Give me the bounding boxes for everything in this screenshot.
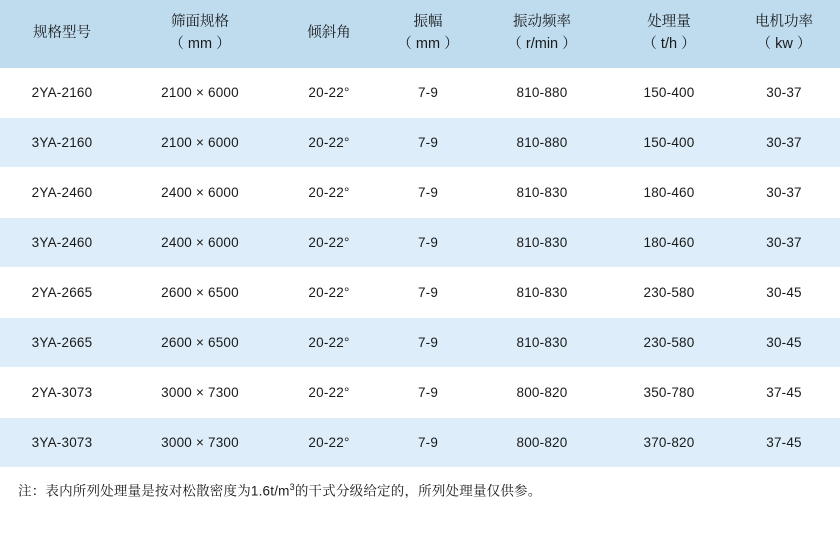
cell-frequency: 800-820 [474,367,610,417]
table-row [0,367,840,417]
cell-incline-angle: 20-22° [276,417,382,467]
cell-frequency: 810-830 [474,167,610,217]
column-header-screen-size-line1: 筛面规格 [171,14,229,30]
table-header-row [0,0,840,68]
cell-capacity: 230-580 [610,317,728,367]
table-row [0,117,840,167]
table-row [0,267,840,317]
cell-model: 2YA-2460 [0,167,124,217]
column-header-screen-size [124,0,276,68]
table-row [0,317,840,367]
footnote-superscript: 3 [289,481,295,492]
cell-capacity: 370-820 [610,417,728,467]
table-row [0,167,840,217]
footnote-prefix: 注：表内所列处理量是按对松散密度为1.6t/m [18,483,290,499]
cell-screen-size: 2400 × 6000 [124,167,276,217]
table-body [0,68,840,467]
cell-incline-angle: 20-22° [276,317,382,367]
cell-motor-power: 30-45 [728,317,840,367]
cell-screen-size: 2600 × 6500 [124,317,276,367]
cell-screen-size: 3000 × 7300 [124,367,276,417]
table-footnote [0,467,840,501]
column-header-capacity [610,0,728,68]
cell-capacity: 180-460 [610,217,728,267]
table-row [0,217,840,267]
column-header-screen-size-line2: （ mm ） [169,36,231,53]
cell-screen-size: 3000 × 7300 [124,417,276,467]
cell-amplitude: 7-9 [382,217,474,267]
cell-model: 3YA-2665 [0,317,124,367]
cell-screen-size: 2100 × 6000 [124,68,276,118]
cell-incline-angle: 20-22° [276,68,382,118]
table-row [0,417,840,467]
cell-incline-angle: 20-22° [276,117,382,167]
cell-screen-size: 2100 × 6000 [124,117,276,167]
cell-frequency: 810-880 [474,68,610,118]
cell-incline-angle: 20-22° [276,217,382,267]
cell-capacity: 150-400 [610,117,728,167]
cell-model: 2YA-3073 [0,367,124,417]
cell-screen-size: 2400 × 6000 [124,217,276,267]
column-header-motor-power-line1: 电机功率 [755,14,813,30]
cell-model: 2YA-2160 [0,68,124,118]
cell-amplitude: 7-9 [382,267,474,317]
cell-capacity: 230-580 [610,267,728,317]
cell-frequency: 810-830 [474,317,610,367]
cell-capacity: 350-780 [610,367,728,417]
cell-amplitude: 7-9 [382,367,474,417]
cell-screen-size: 2600 × 6500 [124,267,276,317]
column-header-motor-power-line2: （ kw ） [756,36,812,53]
cell-incline-angle: 20-22° [276,267,382,317]
cell-motor-power: 37-45 [728,367,840,417]
cell-capacity: 150-400 [610,68,728,118]
cell-motor-power: 37-45 [728,417,840,467]
column-header-capacity-line2: （ t/h ） [642,36,696,53]
column-header-frequency-line2: （ r/min ） [507,36,577,53]
column-header-frequency [474,0,610,68]
cell-model: 3YA-2460 [0,217,124,267]
column-header-incline-angle-line1: 倾斜角 [307,25,351,42]
column-header-model-line1: 规格型号 [33,25,91,42]
cell-model: 2YA-2665 [0,267,124,317]
footnote-suffix: 的干式分级给定的，所列处理量仅供参。 [294,483,542,499]
column-header-model [0,0,124,68]
cell-motor-power: 30-45 [728,267,840,317]
column-header-incline-angle [276,0,382,68]
cell-frequency: 810-830 [474,217,610,267]
cell-amplitude: 7-9 [382,68,474,118]
table-row [0,68,840,118]
cell-incline-angle: 20-22° [276,367,382,417]
cell-incline-angle: 20-22° [276,167,382,217]
cell-frequency: 810-880 [474,117,610,167]
column-header-amplitude [382,0,474,68]
column-header-frequency-line1: 振动频率 [513,14,571,30]
cell-frequency: 800-820 [474,417,610,467]
cell-amplitude: 7-9 [382,167,474,217]
column-header-amplitude-line2: （ mm ） [397,36,459,53]
cell-capacity: 180-460 [610,167,728,217]
column-header-amplitude-line1: 振幅 [413,14,443,30]
cell-amplitude: 7-9 [382,317,474,367]
column-header-capacity-line1: 处理量 [647,14,691,30]
table-header [0,0,840,68]
cell-frequency: 810-830 [474,267,610,317]
cell-motor-power: 30-37 [728,68,840,118]
column-header-motor-power [728,0,840,68]
cell-model: 3YA-3073 [0,417,124,467]
cell-amplitude: 7-9 [382,117,474,167]
cell-motor-power: 30-37 [728,217,840,267]
cell-model: 3YA-2160 [0,117,124,167]
cell-amplitude: 7-9 [382,417,474,467]
cell-motor-power: 30-37 [728,167,840,217]
cell-motor-power: 30-37 [728,117,840,167]
